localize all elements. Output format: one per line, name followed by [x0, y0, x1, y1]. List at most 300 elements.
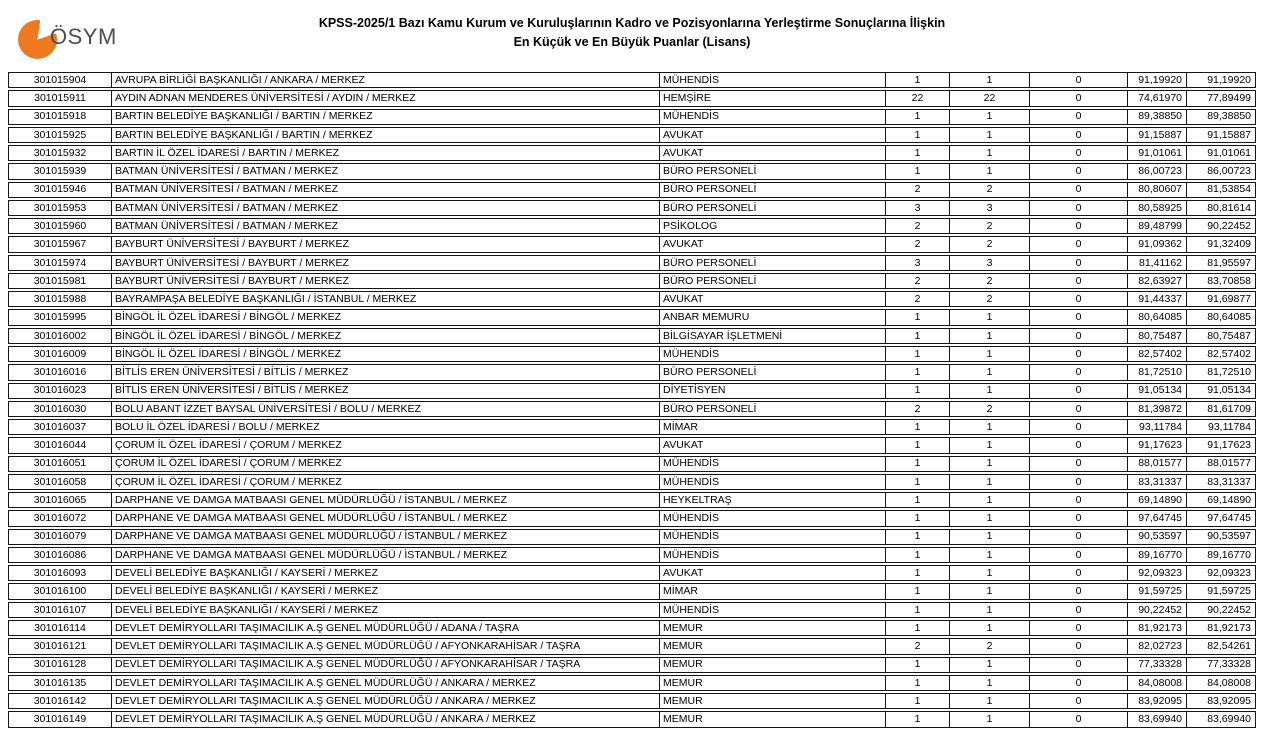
row-quota: 1	[885, 438, 949, 452]
row-vacant: 0	[1029, 237, 1127, 251]
row-max-score: 93,11784	[1186, 420, 1255, 434]
table-row	[8, 547, 1256, 563]
row-quota: 1	[885, 475, 949, 489]
row-position: AVUKAT	[659, 237, 885, 251]
table-row	[8, 200, 1256, 216]
row-position: BÜRO PERSONELİ	[659, 201, 885, 215]
row-max-score: 90,22452	[1186, 603, 1255, 617]
table-row	[8, 602, 1256, 618]
row-code: 301016051	[33, 457, 87, 470]
row-max-score: 91,15887	[1186, 128, 1255, 142]
row-vacant: 0	[1029, 365, 1127, 379]
row-max-score: 91,05134	[1186, 384, 1255, 398]
table-row	[8, 638, 1256, 654]
row-position: ANBAR MEMURU	[659, 310, 885, 324]
row-vacant: 0	[1029, 530, 1127, 544]
row-min-score: 91,44337	[1127, 292, 1186, 306]
row-placed: 2	[949, 219, 1029, 233]
row-quota: 2	[885, 639, 949, 653]
row-institution: DEVLET DEMİRYOLLARI TAŞIMACILIK A.Ş GENEL MÜDÜRLÜĞÜ / ANKARA / MERKEZ	[111, 694, 659, 708]
osym-logo-text: ÖSYM	[50, 24, 117, 49]
table-row	[8, 456, 1256, 472]
row-position: HEMŞİRE	[659, 91, 885, 105]
row-code: 301015939	[33, 165, 87, 178]
row-institution: BAYBURT ÜNİVERSİTESİ / BAYBURT / MERKEZ	[111, 237, 659, 251]
row-code: 301016044	[33, 439, 87, 452]
table-row	[8, 711, 1256, 727]
row-position: PSİKOLOG	[659, 219, 885, 233]
table-row	[8, 182, 1256, 198]
row-institution: DEVLET DEMİRYOLLARI TAŞIMACILIK A.Ş GENEL MÜDÜRLÜĞÜ / ANKARA / MERKEZ	[111, 676, 659, 690]
table-row	[8, 163, 1256, 179]
table-row	[8, 309, 1256, 325]
row-max-score: 90,53597	[1186, 530, 1255, 544]
row-institution: BİTLİS EREN ÜNİVERSİTESİ / BİTLİS / MERKEZ	[111, 365, 659, 379]
row-quota: 22	[885, 91, 949, 105]
row-position: MEMUR	[659, 621, 885, 635]
row-max-score: 81,95597	[1186, 256, 1255, 270]
table-row	[8, 474, 1256, 490]
document-title-line1: KPSS-2025/1 Bazı Kamu Kurum ve Kuruluşlarının Kadro ve Pozisyonlarına Yerleştirme Sonuçlarına İlişkin	[318, 16, 946, 30]
row-quota: 1	[885, 329, 949, 343]
row-institution: DARPHANE VE DAMGA MATBAASI GENEL MÜDÜRLÜĞÜ / İSTANBUL / MERKEZ	[111, 493, 659, 507]
row-placed: 2	[949, 639, 1029, 653]
row-vacant: 0	[1029, 256, 1127, 270]
row-position: MİMAR	[659, 420, 885, 434]
row-vacant: 0	[1029, 621, 1127, 635]
row-code: 301016058	[33, 475, 87, 488]
row-code: 301016016	[33, 366, 87, 379]
row-code: 301015904	[33, 73, 87, 86]
row-quota: 1	[885, 603, 949, 617]
row-max-score: 80,75487	[1186, 329, 1255, 343]
row-vacant: 0	[1029, 493, 1127, 507]
row-placed: 2	[949, 274, 1029, 288]
row-vacant: 0	[1029, 110, 1127, 124]
table-row	[8, 419, 1256, 435]
row-position: MEMUR	[659, 694, 885, 708]
row-vacant: 0	[1029, 329, 1127, 343]
row-position: MEMUR	[659, 712, 885, 726]
row-vacant: 0	[1029, 128, 1127, 142]
row-institution: BARTIN İL ÖZEL İDARESİ / BARTIN / MERKEZ	[111, 146, 659, 160]
row-min-score: 81,92173	[1127, 621, 1186, 635]
row-position: MÜHENDİS	[659, 603, 885, 617]
table-row	[8, 236, 1256, 252]
row-institution: AYDIN ADNAN MENDERES ÜNİVERSİTESİ / AYDIN / MERKEZ	[111, 91, 659, 105]
row-min-score: 83,69940	[1127, 712, 1186, 726]
row-quota: 1	[885, 621, 949, 635]
row-quota: 1	[885, 566, 949, 580]
row-institution: BAYRAMPAŞA BELEDİYE BAŞKANLIĞI / İSTANBUL / MERKEZ	[111, 292, 659, 306]
row-quota: 1	[885, 676, 949, 690]
row-position: BÜRO PERSONELİ	[659, 183, 885, 197]
row-vacant: 0	[1029, 511, 1127, 525]
row-institution: BARTIN BELEDİYE BAŞKANLIĞI / BARTIN / MERKEZ	[111, 110, 659, 124]
row-institution: BOLU ABANT İZZET BAYSAL ÜNİVERSİTESİ / BOLU / MERKEZ	[111, 402, 659, 416]
table-row	[8, 583, 1256, 599]
row-max-score: 86,00723	[1186, 164, 1255, 178]
row-vacant: 0	[1029, 457, 1127, 471]
row-placed: 1	[949, 712, 1029, 726]
row-code: 301015918	[33, 110, 87, 123]
row-position: MÜHENDİS	[659, 457, 885, 471]
row-min-score: 89,16770	[1127, 548, 1186, 562]
row-vacant: 0	[1029, 694, 1127, 708]
row-quota: 2	[885, 237, 949, 251]
table-row	[8, 510, 1256, 526]
row-code: 301015995	[33, 311, 87, 324]
row-position: AVUKAT	[659, 128, 885, 142]
row-min-score: 90,53597	[1127, 530, 1186, 544]
row-quota: 1	[885, 658, 949, 672]
row-code: 301016072	[33, 512, 87, 525]
row-quota: 2	[885, 274, 949, 288]
row-quota: 1	[885, 146, 949, 160]
row-quota: 1	[885, 164, 949, 178]
row-placed: 1	[949, 329, 1029, 343]
row-max-score: 81,72510	[1186, 365, 1255, 379]
row-code: 301016079	[33, 530, 87, 543]
row-position: MİMAR	[659, 584, 885, 598]
row-placed: 1	[949, 164, 1029, 178]
row-code: 301016121	[33, 640, 87, 653]
row-min-score: 86,00723	[1127, 164, 1186, 178]
row-placed: 3	[949, 256, 1029, 270]
row-max-score: 80,64085	[1186, 310, 1255, 324]
row-vacant: 0	[1029, 146, 1127, 160]
row-max-score: 82,57402	[1186, 347, 1255, 361]
table-row	[8, 383, 1256, 399]
row-position: MEMUR	[659, 676, 885, 690]
row-placed: 2	[949, 402, 1029, 416]
row-min-score: 81,41162	[1127, 256, 1186, 270]
row-max-score: 83,70858	[1186, 274, 1255, 288]
row-position: MEMUR	[659, 658, 885, 672]
table-row	[8, 401, 1256, 417]
row-quota: 1	[885, 128, 949, 142]
row-institution: BARTIN BELEDİYE BAŞKANLIĞI / BARTIN / MERKEZ	[111, 128, 659, 142]
row-position: MÜHENDİS	[659, 73, 885, 87]
row-placed: 1	[949, 493, 1029, 507]
row-position: MÜHENDİS	[659, 475, 885, 489]
row-vacant: 0	[1029, 219, 1127, 233]
row-quota: 1	[885, 694, 949, 708]
row-min-score: 91,19920	[1127, 73, 1186, 87]
row-code: 301016135	[33, 676, 87, 689]
row-max-score: 69,14890	[1186, 493, 1255, 507]
row-institution: DARPHANE VE DAMGA MATBAASI GENEL MÜDÜRLÜĞÜ / İSTANBUL / MERKEZ	[111, 511, 659, 525]
row-max-score: 80,81614	[1186, 201, 1255, 215]
row-min-score: 93,11784	[1127, 420, 1186, 434]
row-code: 301015974	[33, 256, 87, 269]
row-max-score: 91,17623	[1186, 438, 1255, 452]
row-min-score: 83,31337	[1127, 475, 1186, 489]
row-position: AVUKAT	[659, 438, 885, 452]
table-row	[8, 346, 1256, 362]
row-institution: DEVLET DEMİRYOLLARI TAŞIMACILIK A.Ş GENEL MÜDÜRLÜĞÜ / ANKARA / MERKEZ	[111, 712, 659, 726]
row-min-score: 80,58925	[1127, 201, 1186, 215]
table-row	[8, 72, 1256, 88]
row-max-score: 83,31337	[1186, 475, 1255, 489]
row-placed: 1	[949, 475, 1029, 489]
row-max-score: 97,64745	[1186, 511, 1255, 525]
row-position: MÜHENDİS	[659, 347, 885, 361]
row-placed: 1	[949, 530, 1029, 544]
row-placed: 1	[949, 548, 1029, 562]
row-vacant: 0	[1029, 475, 1127, 489]
row-institution: BİNGÖL İL ÖZEL İDARESİ / BİNGÖL / MERKEZ	[111, 347, 659, 361]
document-title	[0, 14, 1264, 52]
row-vacant: 0	[1029, 201, 1127, 215]
row-min-score: 84,08008	[1127, 676, 1186, 690]
row-min-score: 82,63927	[1127, 274, 1186, 288]
row-min-score: 91,17623	[1127, 438, 1186, 452]
row-min-score: 74,61970	[1127, 91, 1186, 105]
row-min-score: 89,48799	[1127, 219, 1186, 233]
row-max-score: 91,59725	[1186, 584, 1255, 598]
row-min-score: 77,33328	[1127, 658, 1186, 672]
table-row	[8, 90, 1256, 106]
row-max-score: 91,69877	[1186, 292, 1255, 306]
row-vacant: 0	[1029, 183, 1127, 197]
table-row	[8, 255, 1256, 271]
row-institution: DEVELİ BELEDİYE BAŞKANLIĞI / KAYSERİ / MERKEZ	[111, 603, 659, 617]
row-max-score: 81,61709	[1186, 402, 1255, 416]
row-min-score: 90,22452	[1127, 603, 1186, 617]
row-placed: 1	[949, 584, 1029, 598]
table-row	[8, 328, 1256, 344]
row-placed: 1	[949, 621, 1029, 635]
row-placed: 1	[949, 310, 1029, 324]
row-min-score: 69,14890	[1127, 493, 1186, 507]
row-quota: 1	[885, 530, 949, 544]
row-min-score: 80,80607	[1127, 183, 1186, 197]
row-institution: ÇORUM İL ÖZEL İDARESİ / ÇORUM / MERKEZ	[111, 438, 659, 452]
table-row	[8, 218, 1256, 234]
row-vacant: 0	[1029, 420, 1127, 434]
row-max-score: 89,38850	[1186, 110, 1255, 124]
row-placed: 1	[949, 110, 1029, 124]
row-position: BÜRO PERSONELİ	[659, 402, 885, 416]
row-placed: 1	[949, 511, 1029, 525]
row-vacant: 0	[1029, 164, 1127, 178]
row-quota: 1	[885, 584, 949, 598]
row-max-score: 91,19920	[1186, 73, 1255, 87]
row-placed: 2	[949, 292, 1029, 306]
row-code: 301016093	[33, 567, 87, 580]
row-institution: AVRUPA BİRLİĞİ BAŞKANLIĞI / ANKARA / MERKEZ	[111, 73, 659, 87]
row-institution: DEVLET DEMİRYOLLARI TAŞIMACILIK A.Ş GENEL MÜDÜRLÜĞÜ / AFYONKARAHİSAR / TAŞRA	[111, 639, 659, 653]
row-code: 301016065	[33, 493, 87, 506]
row-code: 301016128	[33, 658, 87, 671]
row-max-score: 83,92095	[1186, 694, 1255, 708]
row-institution: BİNGÖL İL ÖZEL İDARESİ / BİNGÖL / MERKEZ	[111, 329, 659, 343]
row-vacant: 0	[1029, 73, 1127, 87]
row-quota: 1	[885, 365, 949, 379]
row-code: 301016142	[33, 694, 87, 707]
row-max-score: 77,89499	[1186, 91, 1255, 105]
row-code: 301015946	[33, 183, 87, 196]
row-max-score: 89,16770	[1186, 548, 1255, 562]
row-institution: ÇORUM İL ÖZEL İDARESİ / ÇORUM / MERKEZ	[111, 475, 659, 489]
row-min-score: 88,01577	[1127, 457, 1186, 471]
row-quota: 2	[885, 402, 949, 416]
row-quota: 3	[885, 256, 949, 270]
row-placed: 1	[949, 438, 1029, 452]
row-placed: 1	[949, 73, 1029, 87]
row-vacant: 0	[1029, 310, 1127, 324]
table-row	[8, 109, 1256, 125]
row-position: MÜHENDİS	[659, 530, 885, 544]
row-max-score: 91,01061	[1186, 146, 1255, 160]
row-max-score: 90,22452	[1186, 219, 1255, 233]
row-quota: 1	[885, 420, 949, 434]
row-institution: DEVELİ BELEDİYE BAŞKANLIĞI / KAYSERİ / MERKEZ	[111, 566, 659, 580]
row-position: MÜHENDİS	[659, 511, 885, 525]
row-placed: 1	[949, 603, 1029, 617]
table-row	[8, 364, 1256, 380]
row-vacant: 0	[1029, 274, 1127, 288]
row-quota: 1	[885, 511, 949, 525]
row-max-score: 77,33328	[1186, 658, 1255, 672]
row-code: 301016002	[33, 329, 87, 342]
row-min-score: 81,39872	[1127, 402, 1186, 416]
row-position: BÜRO PERSONELİ	[659, 256, 885, 270]
row-vacant: 0	[1029, 292, 1127, 306]
row-quota: 2	[885, 219, 949, 233]
row-min-score: 91,01061	[1127, 146, 1186, 160]
row-placed: 1	[949, 566, 1029, 580]
row-max-score: 83,69940	[1186, 712, 1255, 726]
row-min-score: 91,59725	[1127, 584, 1186, 598]
document-title-line2: En Küçük ve En Büyük Puanlar (Lisans)	[513, 35, 751, 49]
row-min-score: 91,15887	[1127, 128, 1186, 142]
row-min-score: 97,64745	[1127, 511, 1186, 525]
row-institution: ÇORUM İL ÖZEL İDARESİ / ÇORUM / MERKEZ	[111, 457, 659, 471]
row-quota: 2	[885, 292, 949, 306]
row-code: 301016100	[33, 585, 87, 598]
row-position: BÜRO PERSONELİ	[659, 365, 885, 379]
row-code: 301015932	[33, 146, 87, 159]
row-code: 301016023	[33, 384, 87, 397]
row-vacant: 0	[1029, 384, 1127, 398]
row-code: 301016037	[33, 420, 87, 433]
row-min-score: 81,72510	[1127, 365, 1186, 379]
table-row	[8, 145, 1256, 161]
row-min-score: 83,92095	[1127, 694, 1186, 708]
table-row	[8, 657, 1256, 673]
row-position: MÜHENDİS	[659, 548, 885, 562]
row-position: BÜRO PERSONELİ	[659, 274, 885, 288]
row-quota: 1	[885, 347, 949, 361]
table-row	[8, 492, 1256, 508]
row-vacant: 0	[1029, 347, 1127, 361]
row-institution: DARPHANE VE DAMGA MATBAASI GENEL MÜDÜRLÜĞÜ / İSTANBUL / MERKEZ	[111, 548, 659, 562]
row-code: 301015981	[33, 274, 87, 287]
row-min-score: 82,02723	[1127, 639, 1186, 653]
row-vacant: 0	[1029, 402, 1127, 416]
row-min-score: 91,09362	[1127, 237, 1186, 251]
row-max-score: 88,01577	[1186, 457, 1255, 471]
row-quota: 1	[885, 548, 949, 562]
row-vacant: 0	[1029, 438, 1127, 452]
table-row	[8, 693, 1256, 709]
row-quota: 3	[885, 201, 949, 215]
row-position: HEYKELTRAŞ	[659, 493, 885, 507]
row-position: AVUKAT	[659, 566, 885, 580]
row-min-score: 92,09323	[1127, 566, 1186, 580]
row-position: DİYETİSYEN	[659, 384, 885, 398]
row-code: 301015953	[33, 201, 87, 214]
row-vacant: 0	[1029, 658, 1127, 672]
row-min-score: 82,57402	[1127, 347, 1186, 361]
row-max-score: 92,09323	[1186, 566, 1255, 580]
row-placed: 1	[949, 347, 1029, 361]
row-vacant: 0	[1029, 676, 1127, 690]
row-max-score: 91,32409	[1186, 237, 1255, 251]
row-code: 301015960	[33, 219, 87, 232]
row-min-score: 80,64085	[1127, 310, 1186, 324]
row-position: MÜHENDİS	[659, 110, 885, 124]
table-row	[8, 565, 1256, 581]
row-position: BİLGİSAYAR İŞLETMENİ	[659, 329, 885, 343]
row-institution: DARPHANE VE DAMGA MATBAASI GENEL MÜDÜRLÜĞÜ / İSTANBUL / MERKEZ	[111, 530, 659, 544]
row-institution: BATMAN ÜNİVERSİTESİ / BATMAN / MERKEZ	[111, 183, 659, 197]
row-min-score: 80,75487	[1127, 329, 1186, 343]
row-institution: BAYBURT ÜNİVERSİTESİ / BAYBURT / MERKEZ	[111, 274, 659, 288]
table-row	[8, 127, 1256, 143]
row-placed: 1	[949, 457, 1029, 471]
row-code: 301016030	[33, 402, 87, 415]
row-position: MEMUR	[659, 639, 885, 653]
row-code: 301015988	[33, 293, 87, 306]
row-institution: BAYBURT ÜNİVERSİTESİ / BAYBURT / MERKEZ	[111, 256, 659, 270]
table-row	[8, 437, 1256, 453]
row-institution: DEVLET DEMİRYOLLARI TAŞIMACILIK A.Ş GENEL MÜDÜRLÜĞÜ / AFYONKARAHİSAR / TAŞRA	[111, 658, 659, 672]
row-institution: BİNGÖL İL ÖZEL İDARESİ / BİNGÖL / MERKEZ	[111, 310, 659, 324]
row-position: AVUKAT	[659, 292, 885, 306]
table-row	[8, 273, 1256, 289]
row-code: 301016114	[34, 621, 86, 634]
row-placed: 2	[949, 183, 1029, 197]
row-code: 301016107	[33, 603, 87, 616]
row-institution: BATMAN ÜNİVERSİTESİ / BATMAN / MERKEZ	[111, 219, 659, 233]
row-max-score: 81,92173	[1186, 621, 1255, 635]
row-quota: 2	[885, 183, 949, 197]
row-institution: BATMAN ÜNİVERSİTESİ / BATMAN / MERKEZ	[111, 164, 659, 178]
row-min-score: 91,05134	[1127, 384, 1186, 398]
row-placed: 1	[949, 676, 1029, 690]
results-table	[8, 72, 1256, 730]
row-quota: 1	[885, 110, 949, 124]
table-row	[8, 620, 1256, 636]
row-code: 301016009	[33, 347, 87, 360]
row-position: AVUKAT	[659, 146, 885, 160]
table-row	[8, 291, 1256, 307]
row-code: 301015967	[33, 238, 87, 251]
row-placed: 22	[949, 91, 1029, 105]
row-placed: 1	[949, 146, 1029, 160]
row-vacant: 0	[1029, 548, 1127, 562]
table-row	[8, 529, 1256, 545]
row-placed: 1	[949, 420, 1029, 434]
row-code: 301015925	[33, 128, 87, 141]
row-max-score: 82,54261	[1186, 639, 1255, 653]
row-max-score: 81,53854	[1186, 183, 1255, 197]
row-institution: BATMAN ÜNİVERSİTESİ / BATMAN / MERKEZ	[111, 201, 659, 215]
row-quota: 1	[885, 712, 949, 726]
